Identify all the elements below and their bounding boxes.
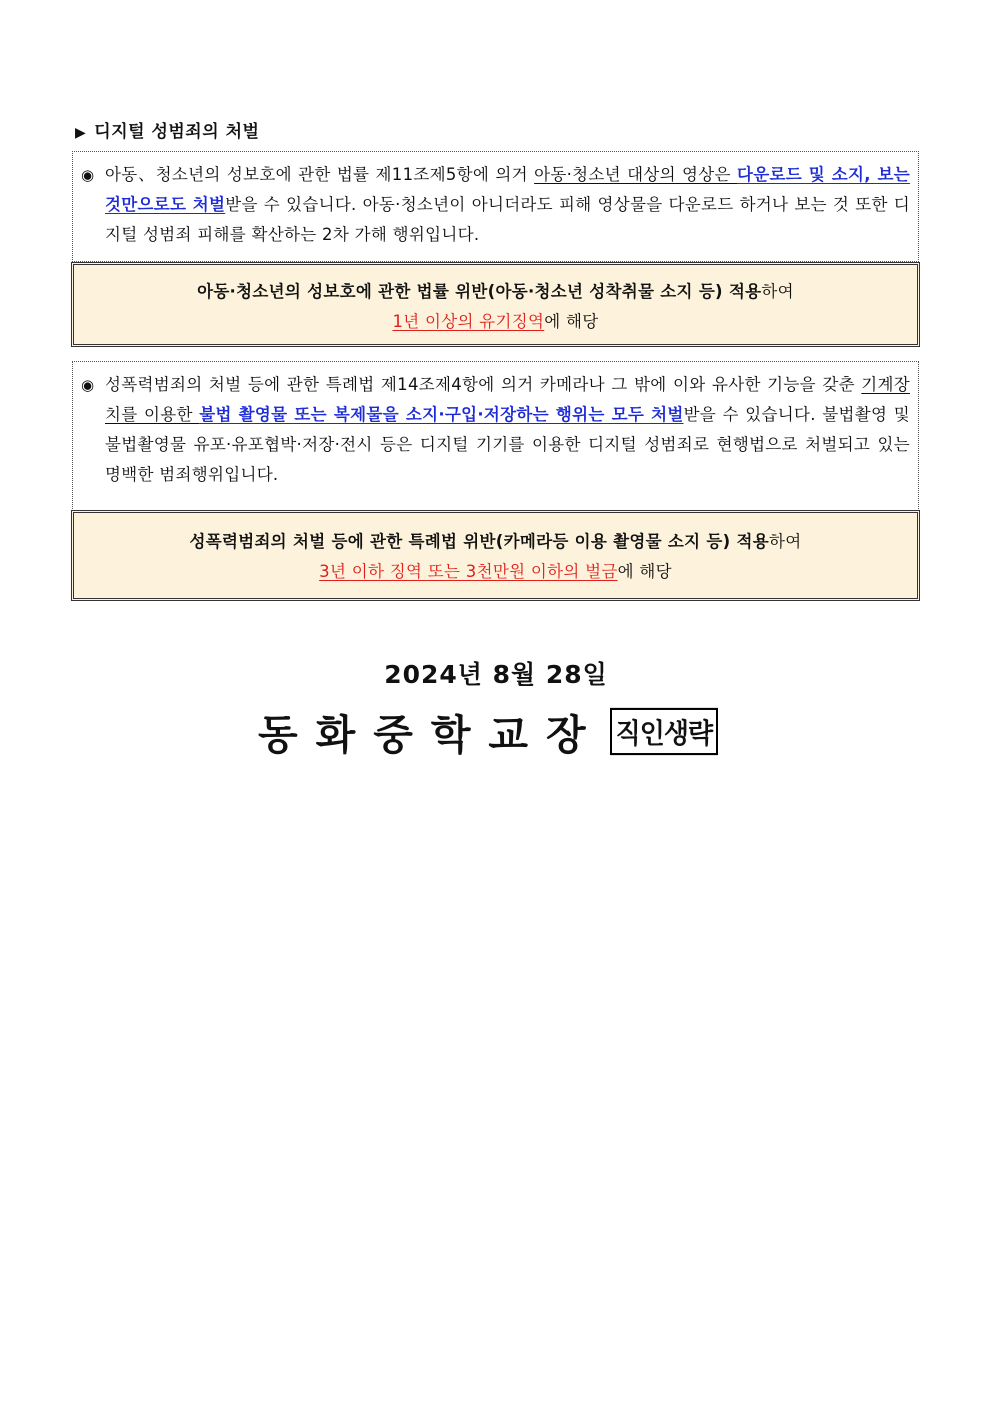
callout2-law: 성폭력범죄의 처벌 등에 관한 특례법 위반(카메라등 이용 촬영물 소지 등) 적용 [189, 532, 770, 551]
bullet-icon: ◉ [81, 376, 95, 394]
document-date: 2024년 8월 28일 [384, 660, 608, 689]
penalty-callout-2 [71, 510, 920, 601]
section2-text-underline: 기계장치를 이용한 [105, 375, 910, 424]
bullet-icon: ◉ [81, 166, 95, 184]
callout2-line2-tail: 에 해당 [617, 562, 672, 581]
section1-paragraph [72, 151, 919, 262]
section2-text-emphasis: 불법 촬영물 또는 복제물을 소지·구입·저장하는 행위는 모두 처벌 [199, 405, 684, 424]
callout1-line2 [74, 307, 917, 337]
callout2-penalty: 3년 이하 징역 또는 3천만원 이하의 벌금 [319, 562, 618, 581]
callout1-law: 아동·청소년의 성보호에 관한 법률 위반(아동·청소년 성착취물 소지 등) 적용 [197, 282, 762, 301]
section1-text-d: 받을 수 있습니다. 아동·청소년이 아니더라도 피해 영상물을 다운로드 하거나 보는 것 또한 디지털 성범죄 피해를 확산하는 2차 가해 행위입니다. [105, 195, 910, 244]
triangle-marker-icon: ▶ [75, 125, 87, 141]
signer-name: 동화중학교장 [258, 711, 604, 759]
heading-text: 디지털 성범죄의 처벌 [94, 122, 260, 142]
signature-block [258, 702, 718, 761]
callout1-line1-tail: 하여 [761, 282, 794, 301]
callout1-penalty: 1년 이상의 유기징역 [392, 312, 545, 331]
section2-text-a: 성폭력범죄의 처벌 등에 관한 특례법 제14조제4항에 의거 카메라나 그 밖에 이와 유사한 기능을 갖춘 [105, 375, 862, 394]
callout1-line2-tail: 에 해당 [544, 312, 599, 331]
callout1-line1 [74, 277, 917, 307]
section2-paragraph [72, 361, 919, 511]
section-heading [75, 117, 259, 142]
callout2-line2 [74, 557, 917, 587]
section2-text-d: 받을 수 있습니다. 불법촬영 및 불법촬영물 유포·유포협박·저장·전시 등은 디지털 기기를 이용한 디지털 성범죄로 현행법으로 처벌되고 있는 명백한 범죄행위입니다. [105, 405, 910, 484]
penalty-callout-1 [71, 262, 920, 347]
official-seal-stamp: 직인생략 [610, 708, 718, 755]
callout2-line1 [74, 527, 917, 557]
callout2-line1-tail: 하여 [769, 532, 802, 551]
section1-text-emphasis: 다운로드 및 소지, 보는 것만으로도 처벌 [105, 165, 910, 214]
section1-text-a: 아동、청소년의 성보호에 관한 법률 제11조제5항에 의거 [105, 165, 535, 184]
section1-text-underline: 아동·청소년 대상의 영상은 [534, 165, 738, 184]
